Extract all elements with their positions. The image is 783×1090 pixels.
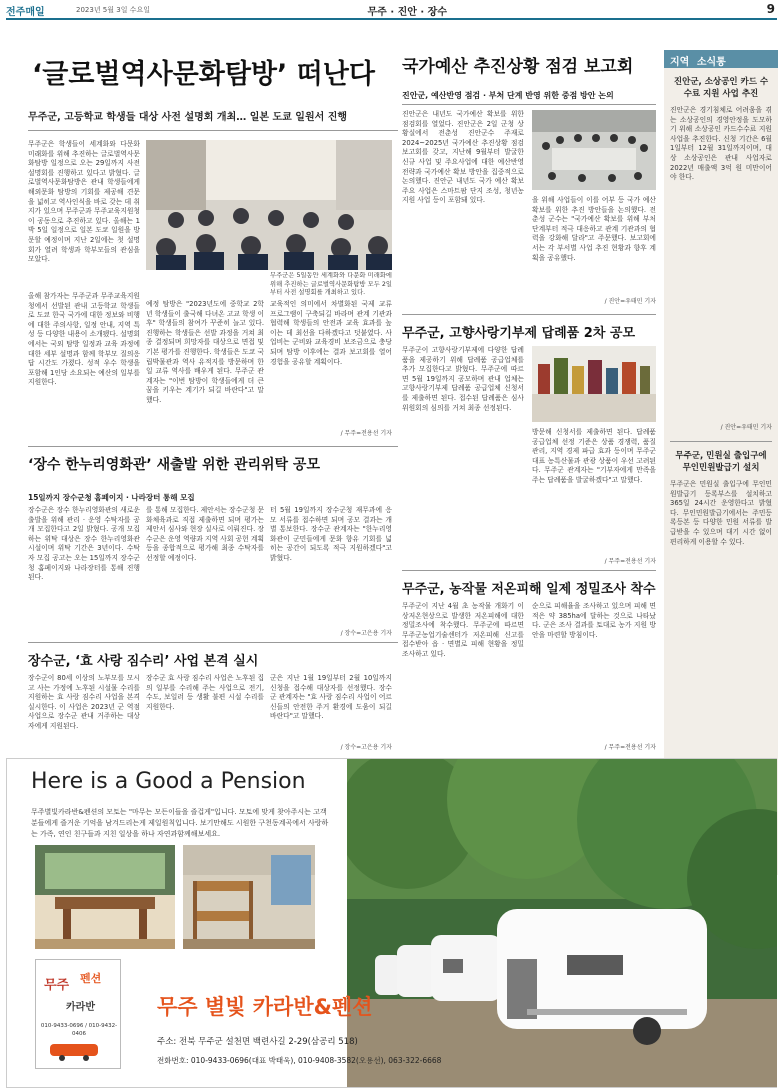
article1-body-col3: 교육적인 의미에서 차별화된 국제 교류 프로그램이 구축되길 바라며 관계 기관과 협력해 학생들의 안전과 교육 효과를 높이는 데 최선을 다하겠다고 덧붙였다. 사업비는 군비와 교육경비 보조금으로 충당되며 탐방 이후에는 결과 보고회를 열어 경험을 공유할 계획이다.: [270, 300, 392, 366]
sidebar-news2-body: 무주군은 민원실 출입구에 무인민원발급기 등록부스를 설치하고 365일 24시간 운영한다고 밝혔다. 무인민원발급기에서는 주민등록등본 등 다양한 민원 서류를 발급받을 수 있으며 대기 시간 없이 편리하게 이용할 수 있다.: [670, 480, 772, 546]
divider: [28, 642, 398, 643]
article6-credit: / 무주=전용선 기자: [604, 744, 656, 751]
issue-date: 2023년 5월 3일 수요일: [76, 6, 150, 14]
article4-credit: / 장수=고은용 기자: [340, 630, 392, 637]
sidebar-news2-title: 무주군, 민원실 출입구에 무인민원발급기 설치: [675, 451, 767, 473]
seminar-photo: [146, 140, 392, 270]
divider: [402, 570, 656, 571]
logo-text-caravan: 카라반: [66, 1002, 95, 1013]
ad-headline: Here is a Good a Pension: [31, 769, 306, 794]
sidebar-label: 지역: [670, 57, 690, 68]
logo-text-muju: 무주: [44, 978, 70, 993]
article3-credit: / 무주=전용선 기자: [604, 558, 656, 565]
article2-credit: / 진안=우태민 기자: [604, 298, 656, 305]
ad-description: 무주별빛카라반&펜션의 모토는 "마무는 모든이들을 즐겁게"입니다. 모토에 맞게 찾아주시는 고객분들에게 즐거운 기억을 남겨드리는게 제일원칙입니다. 보기만해도 시원한 구천동계곡에서 사랑하는 가족, 연인 친구들과 지친 일상을 하나 자연과함께해보세요.: [31, 808, 329, 838]
article2-title: 국가예산 추진상황 점검 보고회: [402, 57, 634, 77]
photo-caption: 무주군은 5일동안 세계화와 다문화 미래화에 위해 추진하는 글로벌역사문화탐방 모두 2일부터 사전 설명회를 개최하고 있다.: [270, 272, 392, 296]
local-news-sidebar: [664, 50, 778, 875]
article1-credit: / 무주=전용선 기자: [340, 430, 392, 437]
sidebar-heading: [664, 50, 778, 68]
newspaper-name: 전주매일: [6, 7, 45, 18]
section-title: 무주 · 진안 · 장수: [367, 7, 447, 18]
sidebar-news1-credit: / 진안=우태민 기자: [720, 424, 772, 431]
divider: [402, 104, 656, 105]
article4-body-col2: 를 통해 모집한다. 제안서는 장수군청 문화체육과로 직접 제출하면 되며 평가는 제안서 심사와 현장 실사로 이뤄진다. 장수군은 운영 역량과 지역 사회 공헌 계획 등을 종합적으로 평가해 최종 수탁자를 선정할 예정이다.: [146, 506, 264, 562]
article6-title: 무주군, 농작물 저온피해 일제 정밀조사 착수: [402, 582, 656, 597]
article1-title: ‘글로벌역사문화탐방’ 떠난다: [32, 59, 375, 90]
article6-body-col1: 무주군이 지난 4월 초 농작물 개화기 이상저온현상으로 발생한 저온피해에 대한 정밀조사에 착수했다. 무주군에 따르면 무주군농업기술센터가 저온피해 신고를 접수받아 읍 · 면별로 피해 현황을 정밀 조사하고 있다.: [402, 602, 524, 658]
divider: [28, 446, 398, 447]
caravan-photo: [347, 759, 777, 1087]
article1-subtitle: 무주군, 고등학교 학생들 대상 사전 설명회 개최… 일본 도쿄 일원서 진행: [28, 112, 348, 123]
pension-name: 무주 별빛 카라반&펜션: [157, 995, 373, 1019]
article5-body-col2: 장수군 효 사랑 짐수리 사업은 노후된 집의 일부를 수리해 주는 사업으로 전기, 수도, 보일러 등 생활 불편 시설 수리를 지원한다.: [146, 674, 264, 711]
divider: [402, 314, 656, 315]
pension-address: 주소: 전북 무주군 설천면 백련사길 2-29(삼공리 518): [157, 1037, 358, 1047]
page-number: 9: [766, 2, 775, 16]
article2-body-col1: 진안군은 내년도 국가예산 확보를 위한 점검회를 열었다. 진안군은 2일 군청 상황실에서 전춘성 진안군수 주재로 2024~2025년 국가예산 추진상황 점검 보고회를 갖고, 지난해 9월부터 발굴한 신규 사업 및 주요사업에 대한 예산반영 전략과 국가예산 확보 방안을 집중적으로 논의했다. 진안군 내년도 국가 예산 확보 주요 사업은 스마트팜 단지 조성, 청년농 지원 사업 등이 포함돼 있다.: [402, 110, 524, 205]
pension-logo: [35, 959, 121, 1069]
article5-title: 장수군, ‘효 사랑 짐수리’ 사업 본격 실시: [28, 654, 259, 669]
article3-body-col2: 방문해 신청서를 제출하면 된다. 답례품 공급업체 선정 기준은 상품 경쟁력, 품질 관리, 지역 경제 파급 효과 등이며 무주군 대표 농특산물과 관광 상품이 우선 고려된다. 무주군 관계자는 "기부자에게 만족을 주는 답례품을 발굴하겠다"고 말했다.: [532, 428, 656, 484]
article2-body-col2: 을 위해 사업들이 이를 어부 등 국가 예산 확보를 위한 추진 방안들을 논의했다. 전춘성 군수는 "국가예산 확보를 위해 부처 단계부터 적극 대응하고 관계 기관과의 협력을 강화해 달라"고 주문했다. 보고회에서는 각 부서별 사업 추진 현황과 향후 계획을 공유했다.: [532, 196, 656, 262]
page-header: [6, 2, 777, 20]
divider: [28, 130, 398, 131]
article4-title: ‘장수 한누리영화관’ 새출발 위한 관리위탁 공모: [28, 457, 320, 473]
article5-credit: / 장수=고은용 기자: [340, 744, 392, 751]
article5-body-col3: 군은 지난 1월 19일부터 2월 10일까지 신청을 접수해 대상자를 선정했다. 장수군 관계자는 "효 사랑 짐수리 사업이 어르신들의 안전한 주거 환경에 도움이 되길 바란다"고 말했다.: [270, 674, 392, 721]
article1-body-col1b: 올해 참가자는 무주군과 무주교육지원청에서 선발된 관내 고등학교 학생들로 도쿄 한국 국가에 대한 정보와 비행에 대한 주의사항, 일정 안내, 지역 특성 등 다양한 내용이 소개됐다. 설명회에서는 국외 탐방 일정과 교육 과정에 대한 세부 설명과 함께 학부모 질의응답 시간도 가졌다. 성적 우수 학생을 포함해 1인당 소요되는 예산의 일부를 지원한다.: [28, 292, 140, 387]
article1-body-col2: 예정 탐방은 "2023년도에 중학교 2학년 학생들이 출국해 다녀온 고교 학생 이후" 학생들의 참여가 꾸준히 늘고 있다. 진행하는 학생들은 선발 과정을 거쳐 최종 결정되며 희망자를 대상으로 면접 및 기본 평가를 진행한다. 학생들은 도쿄 국립박물관과 역사 유적지를 방문하며 한일 교류 역사를 배우게 된다. 무주군 관계자는 "이번 탐방이 학생들에게 더 큰 꿈을 키우는 계기가 되길 바란다"고 말했다.: [146, 300, 264, 404]
article6-body-col2: 순으로 피해율을 조사하고 있으며 피해 면적은 약 385ha에 달하는 것으로 나타났다. 군은 조사 결과를 토대로 농가 지원 방안을 마련할 방침이다.: [532, 602, 656, 639]
logo-text-pension: 펜션: [80, 972, 102, 985]
article4-body-col1: 장수군은 장수 한누리영화관의 새로운 출발을 위해 관리 · 운영 수탁자를 공개 모집한다고 2일 밝혔다. 공개 모집하는 위탁 대상은 장수 한누리영화관 시설이며 위탁 기간은 3년이다. 수탁자 모집 공고는 오는 15일까지 장수군청 홈페이지와 나라장터를 통해 진행된다.: [28, 506, 140, 582]
room-photo-bench: [35, 845, 175, 949]
room-photo-bunk: [183, 845, 315, 949]
article1-body-col1: 무주군은 학생들이 세계화와 다문화 미래화를 위해 추진하는 글로벌역사문화탐방 일정으로 오는 29일까지 사전 설명회를 진행하고 있다고 밝혔다. 글로벌역사문화탐방은 관내 학생들에게 해외문화 탐방의 기회를 제공해 견문을 넓히고 역사인식을 바로 갖는 데 취지가 있으며 무주군과 무주교육지원청이 공동으로 추진하고 있다. 올해는 1박 5일 일정으로 일본 도쿄 일원을 방문할 예정이며 지난 2일에는 첫 설명회가 열려 학생과 학부모들의 관심을 모았다.: [28, 140, 140, 264]
article3-title: 무주군, 고향사랑기부제 답례품 2차 공모: [402, 326, 636, 341]
gift-products-photo: [532, 346, 656, 422]
logo-caravan-icon: [48, 1042, 108, 1062]
sidebar-news1-title: 진안군, 소상공인 카드 수수료 지원 사업 추진: [673, 77, 769, 99]
logo-phone: 010-9433-0696 / 010-9432-0406: [40, 1023, 118, 1037]
article4-subtitle: 15일까지 장수군청 홈페이지 · 나라장터 통해 모집: [28, 493, 195, 502]
article5-body-col1: 장수군이 80세 이상의 노부모를 모시고 사는 가정에 노후된 시설물 수리를 지원하는 효 사랑 짐수리 사업을 본격 실시한다. 이 사업은 2023년 군 역점 사업으로 장수군 관내 거주하는 대상자에게 지원된다.: [28, 674, 140, 730]
article3-body-col1: 무주군이 고향사랑기부제에 다양한 답례품을 제공하기 위해 답례품 공급업체를 추가 모집한다고 밝혔다. 무주군에 따르면 5월 19일까지 공모하며 관내 업체는 고향사랑기부제 답례품 공급업체 신청서를 제출하면 된다. 접수된 답례품은 심사위원회의 심의를 거쳐 최종 선정된다.: [402, 346, 524, 412]
sidebar-title: 소식통: [696, 57, 726, 68]
meeting-photo: [532, 110, 656, 190]
sidebar-news1-body: 진안군은 경기침체로 어려움을 겪는 소상공인의 경영안정을 도모하기 위해 소상공인 카드수수료 지원 사업을 추진한다. 신청 기간은 6월 1일부터 12월 31일까지이며, 대상 소상공인은 관내 사업자로 2022년 매출액 3억 원 미만이어야 한다.: [670, 106, 772, 182]
article4-body-col3: 터 5월 19일까지 장수군청 재무과에 응모 서류를 접수하면 되며 공모 결과는 개별 통보한다. 장수군 관계자는 "한누리영화관이 군민들에게 문화 향유 기회를 넓히는 공간이 되도록 적극 지원하겠다"고 밝혔다.: [270, 506, 392, 562]
article2-subtitle: 진안군, 예산반영 점검 · 부처 단계 반영 위한 중점 방안 논의: [402, 91, 614, 100]
pension-phone: 전화번호: 010-9433-0696(대표 박태욱), 010-9408-3582(오용선), 063-322-6668: [157, 1056, 442, 1065]
pension-advertisement: [6, 758, 777, 1088]
